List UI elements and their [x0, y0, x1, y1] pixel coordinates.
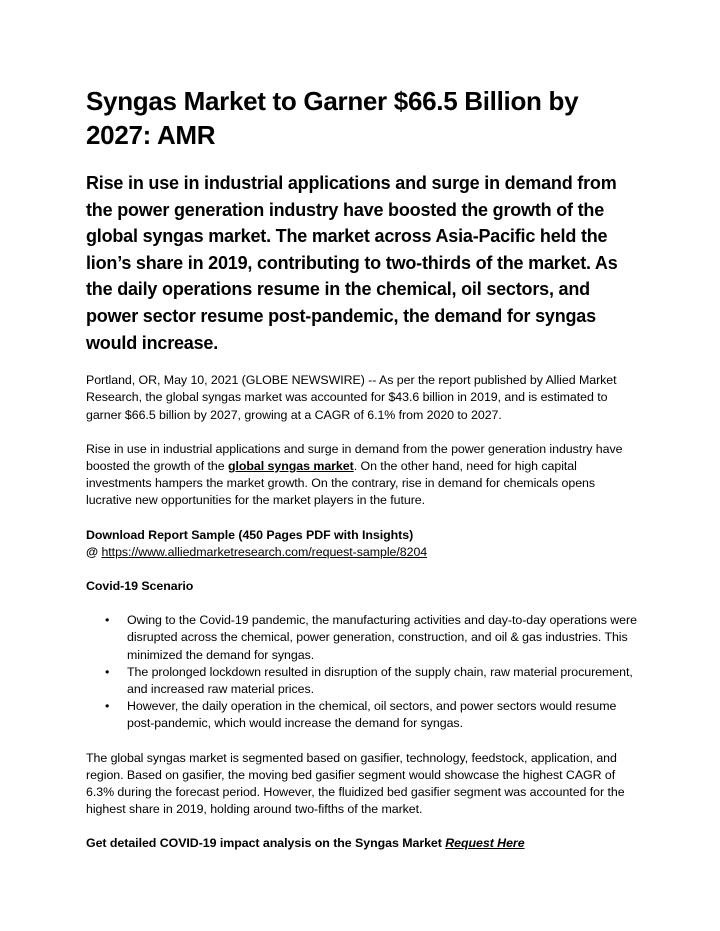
list-item-text: However, the daily operation in the chemical, oil sectors, and power sectors would resume post-pandemic, which would increase the demand for syngas. — [127, 699, 617, 731]
list-item — [105, 698, 638, 732]
list-item-text: Owing to the Covid-19 pandemic, the manufacturing activities and day-to-day operations were disrupted across the chemical, power generation, construction, and oil & gas industries. This minimized the demand for syngas. — [127, 613, 637, 662]
list-item-text: The prolonged lockdown resulted in disruption of the supply chain, raw material procurement, and increased raw material prices. — [127, 664, 633, 696]
request-here-link[interactable]: Request Here — [445, 836, 525, 851]
list-item — [105, 612, 638, 664]
covid-bullet-list — [86, 612, 638, 732]
global-syngas-market-link[interactable]: global syngas market — [227, 458, 354, 473]
growth-text-after: . On the other hand, need for high capital investments hampers the market growth. On the contrary, rise in demand for chemicals opens lucrative new opportunities for the market players in the future. — [86, 458, 596, 508]
document-page — [86, 84, 638, 853]
list-item — [105, 664, 638, 698]
growth-text-before: Rise in use in industrial applications and surge in demand from the power generation industry have boosted the growth of the — [86, 441, 623, 473]
segmentation-paragraph: The global syngas market is segmented based on gasifier, technology, feedstock, application, and region. Based on gasifier, the moving bed gasifier segment would showcase the highest CAGR of 6.3% during the forecast period. However, the fluidized bed gasifier segment was accounted for the highest share in 2019, holding around two-fifths of the market. — [86, 750, 625, 817]
covid-impact-cta — [86, 835, 638, 852]
download-sample-block — [86, 527, 638, 561]
covid-heading: Covid-19 Scenario — [86, 578, 194, 593]
sample-request-link[interactable]: https://www.alliedmarketresearch.com/request-sample/8204 — [101, 544, 428, 559]
bullet-icon: • — [105, 613, 110, 628]
document-title: Syngas Market to Garner $66.5 Billion by 2027: AMR — [86, 86, 579, 150]
intro-paragraph: Portland, OR, May 10, 2021 (GLOBE NEWSWIRE) -- As per the report published by Allied Market Research, the global syngas market was accounted for $43.6 billion in 2019, and is estimated to garner $66.5 billion by 2027, growing at a CAGR of 6.1% from 2020 to 2027. — [86, 373, 617, 422]
summary-subheading: Rise in use in industrial applications and surge in demand from the power generation industry have boosted the growth of the global syngas market. The market across Asia-Pacific held the lion’s share in 2019, contributing to two-thirds of the market. As the daily operations resume in the chemical, oil sectors, and power sector resume post-pandemic, the demand for syngas would increase. — [86, 173, 618, 353]
bullet-icon: • — [105, 699, 110, 714]
download-sample-label: Download Report Sample (450 Pages PDF with Insights) — [86, 527, 414, 542]
bullet-icon: • — [105, 664, 110, 679]
covid-impact-text: Get detailed COVID-19 impact analysis on the Syngas Market — [86, 836, 446, 851]
growth-paragraph — [86, 441, 638, 510]
download-at-sign: @ — [86, 544, 102, 559]
